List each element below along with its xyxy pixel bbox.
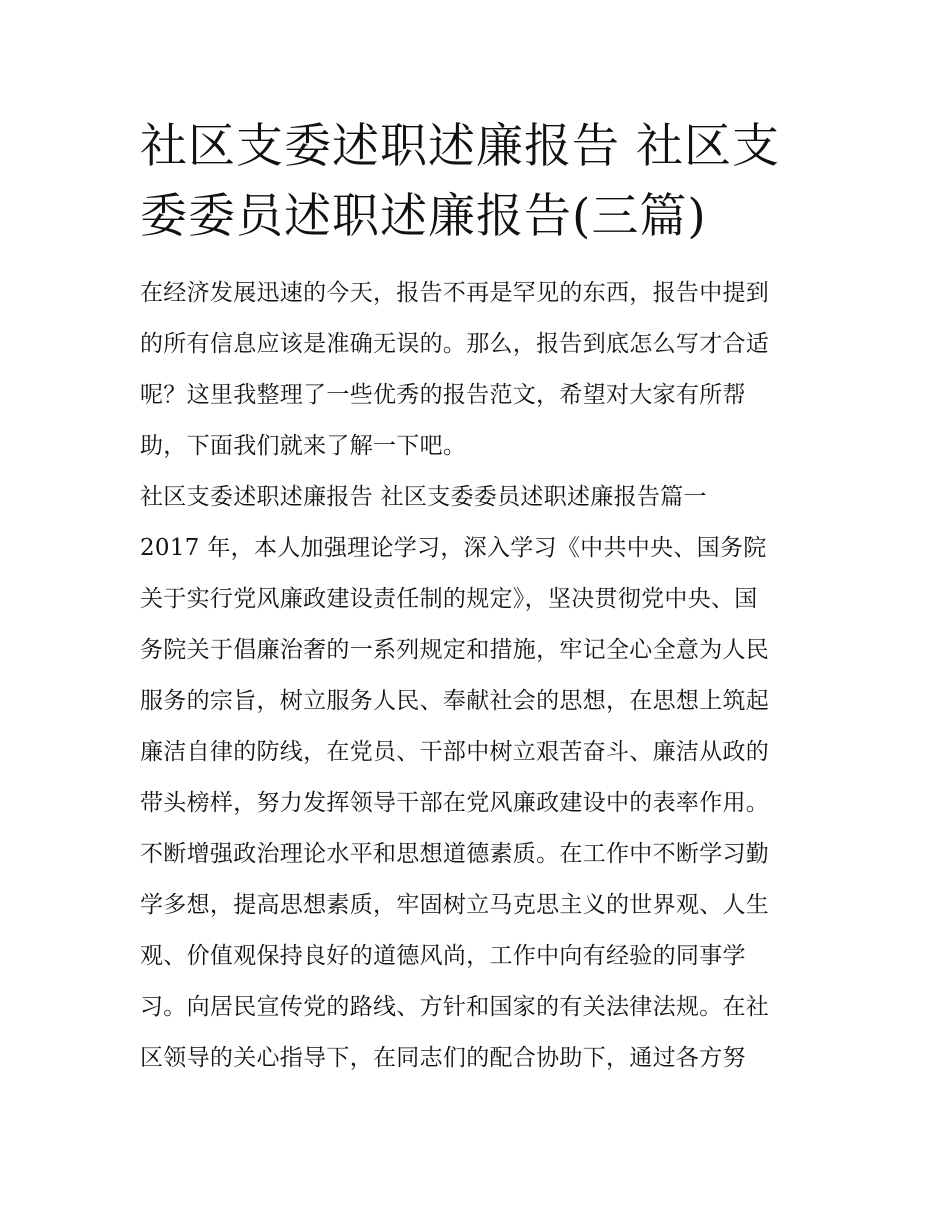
intro-line: 呢？这里我整理了一些优秀的报告范文，希望对大家有所帮 (140, 382, 746, 408)
intro-line: 的所有信息应该是准确无误的。那么，报告到底怎么写才合适 (140, 331, 770, 357)
document-title (140, 112, 816, 252)
title-line: 社区支委述职述廉报告 社区支 (140, 119, 780, 174)
body-line: 观、价值观保持良好的道德风尚，工作中向有经验的同事学 (140, 943, 746, 969)
section-heading (140, 472, 816, 523)
title-line: 委委员述职述廉报告(三篇) (140, 189, 707, 244)
section-heading-text: 社区支委述职述廉报告 社区支委委员述职述廉报告篇一 (140, 484, 707, 510)
body-line: 关于实行党风廉政建设责任制的规定》，坚决贯彻党中央、国 (140, 586, 758, 612)
document-content (140, 112, 816, 1084)
intro-line: 在经济发展迅速的今天，报告不再是罕见的东西，报告中提到 (140, 280, 770, 306)
body-line: 区领导的关心指导下，在同志们的配合协助下，通过各方努 (140, 1045, 746, 1071)
body-line: 带头榜样，努力发挥领导干部在党风廉政建设中的表率作用。 (140, 790, 770, 816)
body-line: 廉洁自律的防线，在党员、干部中树立艰苦奋斗、廉洁从政的 (140, 739, 770, 765)
body-line: 2017 年，本人加强理论学习，深入学习《中共中央、国务院 (140, 535, 767, 561)
intro-line: 助，下面我们就来了解一下吧。 (140, 433, 467, 459)
intro-paragraph (140, 268, 816, 472)
body-line: 习。向居民宣传党的路线、方针和国家的有关法律法规。在社 (140, 994, 770, 1020)
body-line: 务院关于倡廉治奢的一系列规定和措施，牢记全心全意为人民 (140, 637, 770, 663)
body-line: 不断增强政治理论水平和思想道德素质。在工作中不断学习勤 (140, 841, 770, 867)
body-line: 服务的宗旨，树立服务人民、奉献社会的思想，在思想上筑起 (140, 688, 770, 714)
body-paragraph (140, 523, 816, 1084)
body-line: 学多想，提高思想素质，牢固树立马克思主义的世界观、人生 (140, 892, 770, 918)
